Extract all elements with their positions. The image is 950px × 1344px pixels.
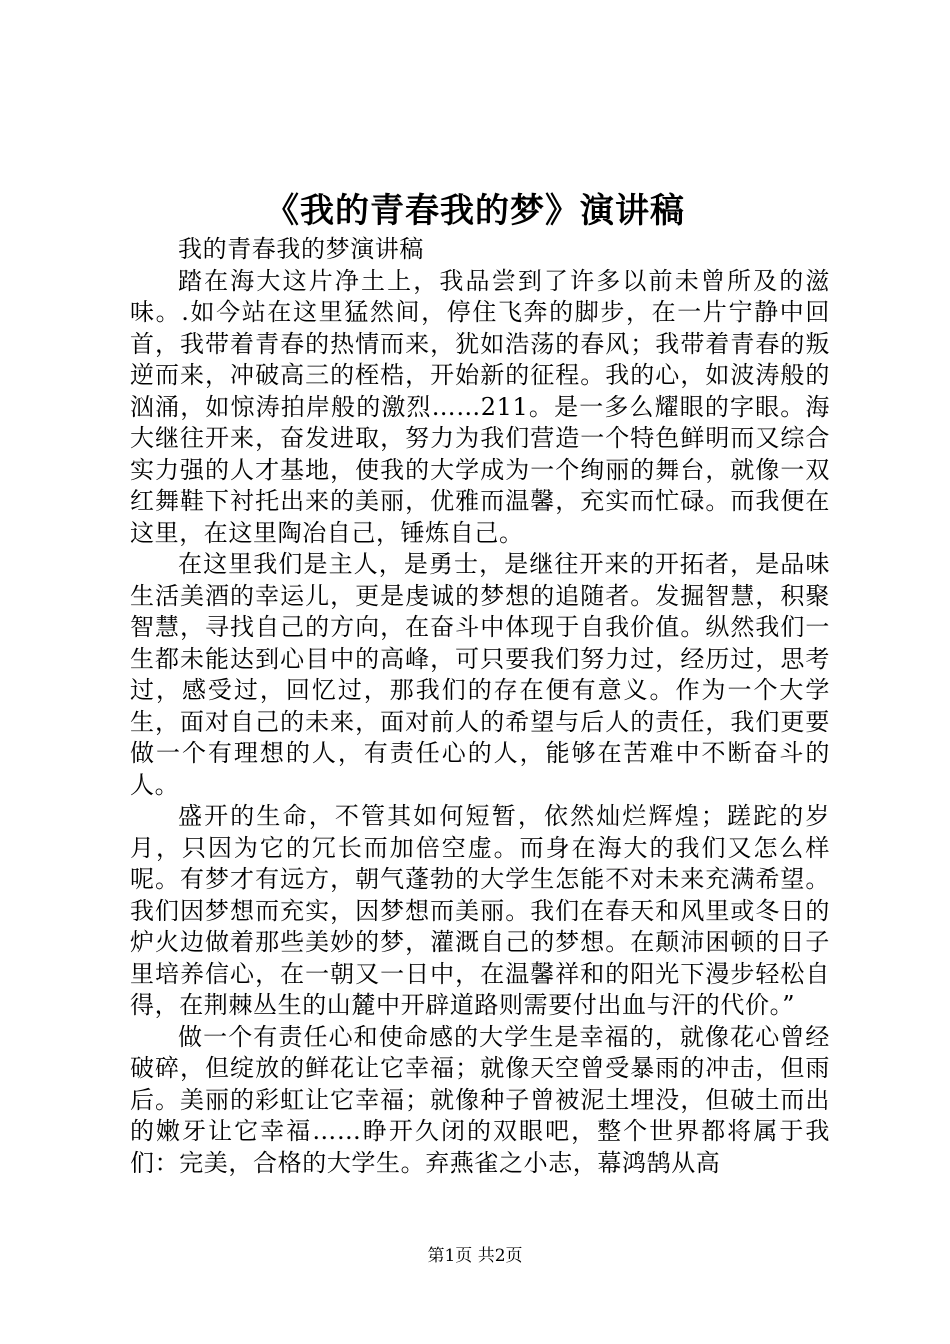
paragraph: 盛开的生命，不管其如何短暂，依然灿烂辉煌；蹉跎的岁月，只因为它的冗长而加倍空虚。而身在海大的我们又怎么样呢。有梦才有远方，朝气蓬勃的大学生怎能不对未来充满希望。我们因梦想而充实，因梦想而美丽。我们在春天和风里或冬日的炉火边做着那些美妙的梦，灌溉自己的梦想。在颠沛困顿的日子里培养信心，在一朝又一日中，在温馨祥和的阳光下漫步轻松自得，在荆棘丛生的山麓中开辟道路则需要付出血与汗的代价。”	[130, 802, 830, 1019]
page-footer: 第1页 共2页	[427, 1246, 523, 1266]
paragraph: 做一个有责任心和使命感的大学生是幸福的，就像花心曾经破碎，但绽放的鲜花让它幸福；就像天空曾受暴雨的冲击，但雨后。美丽的彩虹让它幸福；就像种子曾被泥土埋没，但破土而出的嫩牙让它幸福……睁开久闭的双眼吧，整个世界都将属于我们：完美，合格的大学生。弃燕雀之小志，幕鸿鹄从高	[130, 1022, 830, 1177]
document-body	[130, 234, 830, 1179]
paragraph: 在这里我们是主人，是勇士，是继往开来的开拓者，是品味生活美酒的幸运儿，更是虔诚的梦想的追随者。发掘智慧，积聚智慧，寻找自己的方向，在奋斗中体现于自我价值。纵然我们一生都未能达到心目中的高峰，可只要我们努力过，经历过，思考过，感受过，回忆过，那我们的存在便有意义。作为一个大学生，面对自己的未来，面对前人的希望与后人的责任，我们更要做一个有理想的人，有责任心的人，能够在苦难中不断奋斗的人。	[130, 550, 830, 799]
document-title: 《我的青春我的梦》演讲稿	[265, 191, 685, 231]
paragraph-subtitle: 我的青春我的梦演讲稿	[178, 235, 424, 263]
paragraph: 踏在海大这片净土上，我品尝到了许多以前未曾所及的滋味。.如今站在这里猛然间，停住飞奔的脚步，在一片宁静中回首，我带着青春的热情而来，犹如浩荡的春风；我带着青春的叛逆而来，冲破高三的桎梏，开始新的征程。我的心，如波涛般的汹涌，如惊涛拍岸般的激烈……211。是一多么耀眼的字眼。海大继往开来，奋发进取，努力为我们营造一个特色鲜明而又综合实力强的人才基地，使我的大学成为一个绚丽的舞台，就像一双红舞鞋下衬托出来的美丽，优雅而温馨，充实而忙碌。而我便在这里，在这里陶冶自己，锤炼自己。	[130, 266, 830, 547]
